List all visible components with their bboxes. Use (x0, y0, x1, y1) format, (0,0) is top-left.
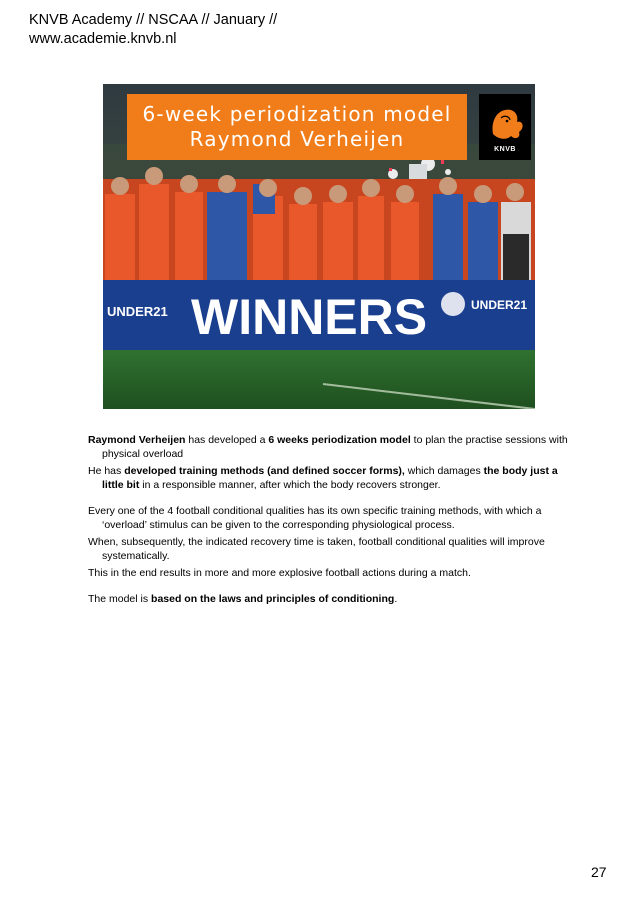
bold-name: Raymond Verheijen (88, 434, 186, 446)
slide-title-line-1: 6-week periodization model (142, 102, 452, 126)
knvb-logo (479, 94, 531, 160)
header-line-1: KNVB Academy // NSCAA // January // (29, 12, 278, 28)
text-span: has developed a (185, 434, 269, 446)
board-side-text-right: UNDER21 (471, 298, 528, 312)
bold-model: 6 weeks periodization model (268, 434, 411, 446)
text-span: He has (88, 465, 125, 477)
winners-board-text: WINNERS (191, 289, 428, 345)
board-side-text-left: UNDER21 (107, 304, 168, 319)
paragraph-5: This in the end results in more and more explosive football actions during a match. (88, 567, 471, 579)
text-span: . (394, 593, 398, 605)
slide-image (103, 84, 535, 409)
paragraph-4: When, subsequently, the indicated recovery time is taken, football conditional qualities will improve systematically. (88, 536, 545, 562)
spacer (88, 495, 568, 504)
body-text (88, 433, 568, 609)
page-header (29, 11, 329, 49)
spacer (88, 583, 568, 592)
bold-methods: developed training methods (and defined soccer forms), (124, 465, 405, 477)
logo-text: KNVB (494, 146, 516, 153)
page-number: 27 (591, 864, 607, 880)
paragraph-1 (88, 433, 568, 461)
slide-title-banner (127, 94, 467, 160)
bold-laws: based on the laws and principles of conditioning (151, 593, 395, 605)
paragraph-3: Every one of the 4 football conditional qualities has its own specific training methods, with which a ‘overload’ stimulus can be given to the corresponding physiological process. (88, 505, 542, 531)
header-url: www.academie.knvb.nl (29, 31, 177, 47)
paragraph-2 (88, 464, 568, 492)
slide-title-line-2: Raymond Verheijen (189, 127, 405, 151)
text-span: which damages (404, 465, 484, 477)
text-span: in a responsible manner, after which the body recovers stronger. (139, 479, 441, 491)
text-span: The model is (88, 593, 152, 605)
paragraph-6 (88, 592, 568, 606)
bold-body: the body just a little bit (102, 465, 558, 491)
text-span: to plan the practise sessions with physical overload (102, 434, 568, 460)
